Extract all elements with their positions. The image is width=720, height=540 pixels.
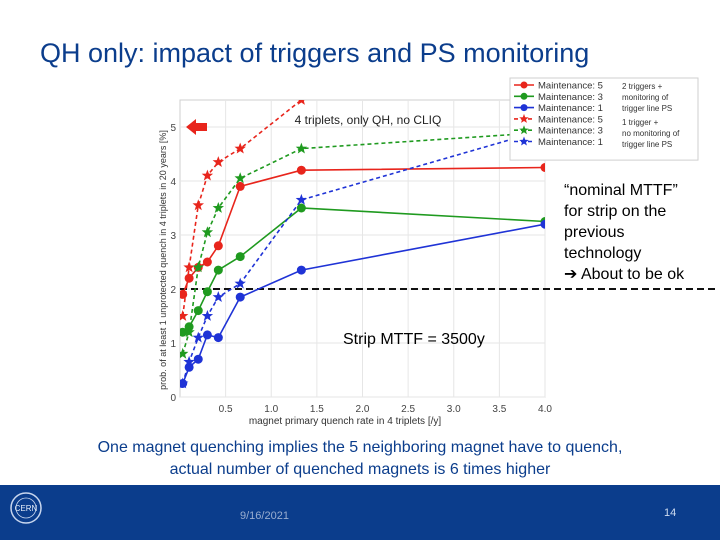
- legend-label: Maintenance: 5: [538, 114, 603, 126]
- note-line: for strip on the: [564, 203, 667, 220]
- note-line: previous: [564, 224, 625, 241]
- slide-title: QH only: impact of triggers and PS monitoring: [40, 38, 590, 68]
- data-point: [194, 306, 203, 315]
- x-axis-label: magnet primary quench rate in 4 triplets [/y]: [248, 416, 442, 427]
- x-tick-label: 2.5: [401, 404, 416, 415]
- y-tick-label: 5: [170, 123, 176, 134]
- caption-line: actual number of quenched magnets is 6 times higher: [169, 461, 551, 478]
- y-axis-label: prob. of at least 1 unprotected quench in 4 triplets in 20 years [%]: [158, 130, 168, 390]
- legend-marker: [521, 104, 528, 111]
- data-point: [297, 166, 306, 175]
- legend-group-label: 1 trigger +: [622, 118, 659, 127]
- y-tick-label: 0: [170, 393, 176, 404]
- cern-logo: [9, 491, 43, 525]
- legend-label: Maintenance: 3: [538, 91, 603, 103]
- x-tick-label: 3.5: [492, 404, 507, 415]
- data-point: [236, 252, 245, 261]
- data-point: [541, 163, 550, 172]
- y-tick-label: 2: [170, 285, 176, 296]
- data-point: [236, 293, 245, 302]
- note-line: technology: [564, 245, 642, 262]
- nominal-mttf-note: [564, 180, 714, 285]
- y-tick-label: 3: [170, 231, 176, 242]
- legend-group-label: trigger line PS: [622, 104, 673, 113]
- data-point: [203, 258, 212, 267]
- legend-marker: [521, 82, 528, 89]
- chart-title: 4 triplets, only QH, no CLIQ: [294, 113, 442, 127]
- caption: [20, 437, 700, 481]
- y-tick-label: 4: [170, 177, 176, 188]
- legend-group-label: no monitoring of: [622, 129, 680, 138]
- data-point: [214, 266, 223, 275]
- footer-bar: [0, 485, 720, 540]
- legend-group-label: trigger line PS: [622, 140, 673, 149]
- data-point: [203, 287, 212, 296]
- legend-label: Maintenance: 3: [538, 125, 603, 137]
- note-line: ➔ About to be ok: [564, 266, 685, 283]
- slide-date: 9/16/2021: [240, 510, 289, 522]
- data-point: [185, 274, 194, 283]
- legend-marker: [521, 93, 528, 100]
- legend-label: Maintenance: 1: [538, 137, 603, 148]
- data-point: [214, 241, 223, 250]
- x-tick-label: 2.0: [355, 404, 370, 415]
- x-tick-label: 1.0: [264, 404, 279, 415]
- note-line: “nominal MTTF”: [564, 182, 678, 199]
- legend-group-label: 2 triggers +: [622, 82, 663, 91]
- data-point: [297, 266, 306, 275]
- caption-line: One magnet quenching implies the 5 neighboring magnet have to quench,: [97, 439, 623, 456]
- data-point: [203, 330, 212, 339]
- data-point: [236, 182, 245, 191]
- x-tick-label: 3.0: [446, 404, 461, 415]
- y-tick-label: 1: [170, 339, 176, 350]
- x-tick-label: 0.5: [218, 404, 233, 415]
- x-tick-label: 1.5: [309, 404, 324, 415]
- data-point: [541, 220, 550, 229]
- logo-text: CERN: [14, 504, 38, 513]
- x-tick-label: 4.0: [538, 404, 552, 415]
- data-point: [214, 333, 223, 342]
- legend-label: Maintenance: 5: [538, 80, 603, 92]
- page-number: 14: [664, 507, 677, 519]
- legend-group-label: monitoring of: [622, 93, 669, 102]
- data-point: [194, 355, 203, 364]
- strip-mttf-label: Strip MTTF = 3500y: [343, 331, 485, 348]
- legend-label: Maintenance: 1: [538, 103, 603, 115]
